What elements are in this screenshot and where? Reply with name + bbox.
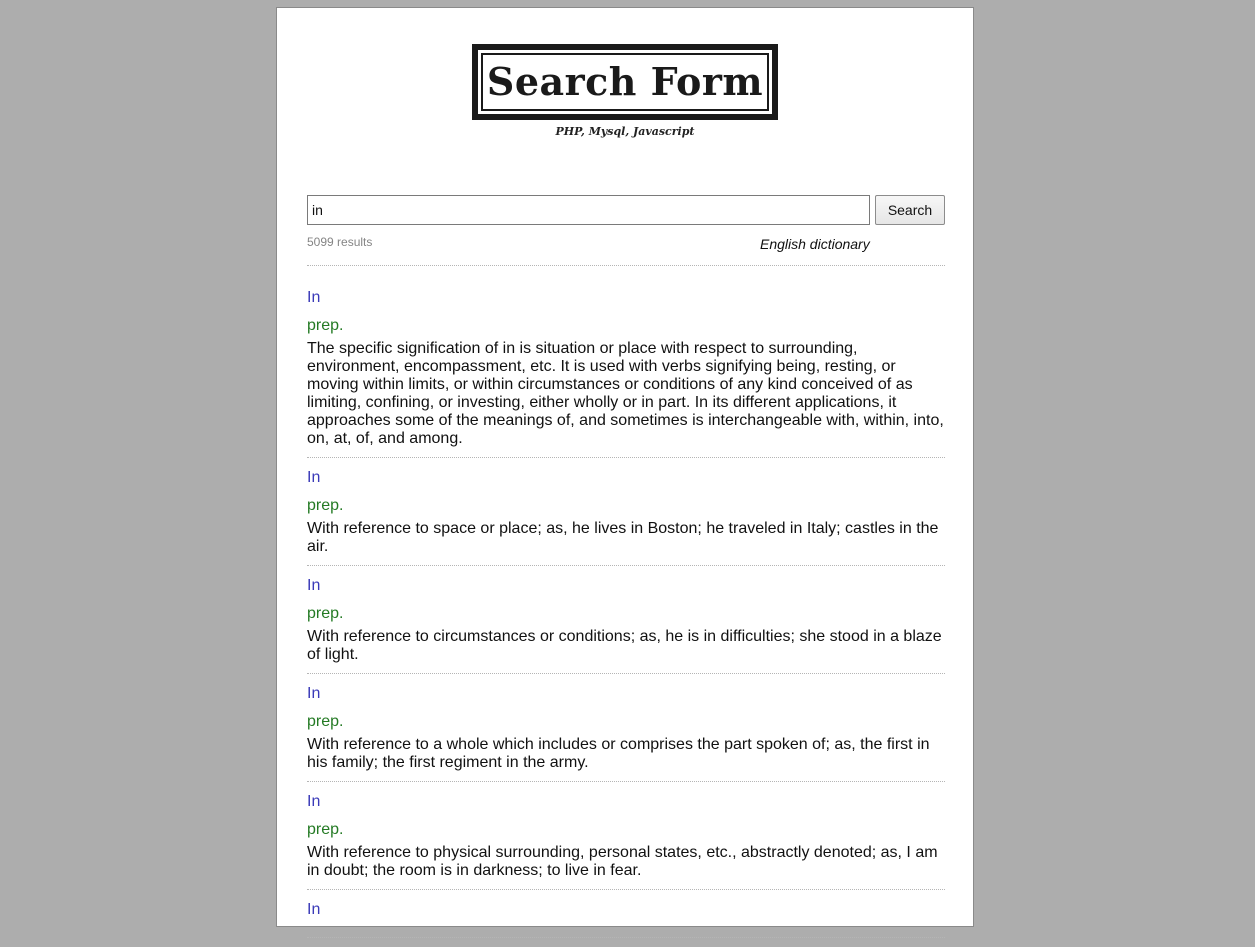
logo-frame — [472, 44, 778, 120]
result-word-link[interactable]: In — [307, 289, 321, 306]
results-count: 5099 results — [307, 235, 373, 249]
result-entry — [307, 791, 945, 890]
result-definition: With reference to circumstances or conditions; as, he is in difficulties; she stood in a blaze of light. — [307, 628, 942, 663]
logo-text: Search Form — [481, 53, 769, 111]
result-entry — [307, 575, 945, 674]
divider — [307, 265, 945, 266]
result-definition: With reference to physical surrounding, personal states, etc., abstractly denoted; as, I am in doubt; the room is in darkness; to live in fear. — [307, 844, 938, 879]
dictionary-label: English dictionary — [760, 236, 870, 252]
logo-subtitle: PHP, Mysql, Javascript — [555, 125, 695, 138]
result-word-link[interactable]: In — [307, 577, 321, 594]
logo — [277, 44, 973, 120]
result-definition: With reference to space or place; as, he lives in Boston; he traveled in Italy; castles in the air. — [307, 520, 939, 555]
result-entry — [307, 683, 945, 782]
result-part-of-speech: prep. — [307, 497, 344, 514]
result-word-link[interactable]: In — [307, 685, 321, 702]
result-word-link[interactable]: In — [307, 901, 321, 918]
page-container — [276, 7, 974, 927]
result-part-of-speech: prep. — [307, 317, 344, 334]
result-entry — [307, 899, 945, 938]
result-part-of-speech: prep. — [307, 713, 344, 730]
search-bar — [307, 195, 945, 225]
result-word-link[interactable]: In — [307, 469, 321, 486]
search-input[interactable] — [307, 195, 870, 225]
search-button[interactable]: Search — [875, 195, 945, 225]
result-part-of-speech: prep. — [307, 821, 344, 838]
result-entry — [307, 467, 945, 566]
result-definition: The specific signification of in is situation or place with respect to surrounding, environment, encompassment, etc. It is used with verbs signifying being, resting, or moving within limits, or within circumstances or conditions of any kind conceived of as limiting, confining, or investing, either wholly or in part. In its different applications, it approaches some of the meanings of, and sometimes is interchangeable with, within, into, on, at, of, and among. — [307, 340, 944, 447]
result-definition: With reference to a whole which includes or comprises the part spoken of; as, the first in his family; the first regiment in the army. — [307, 736, 930, 771]
results-list — [307, 287, 945, 947]
result-entry — [307, 287, 945, 458]
result-word-link[interactable]: In — [307, 793, 321, 810]
result-part-of-speech: prep. — [307, 605, 344, 622]
